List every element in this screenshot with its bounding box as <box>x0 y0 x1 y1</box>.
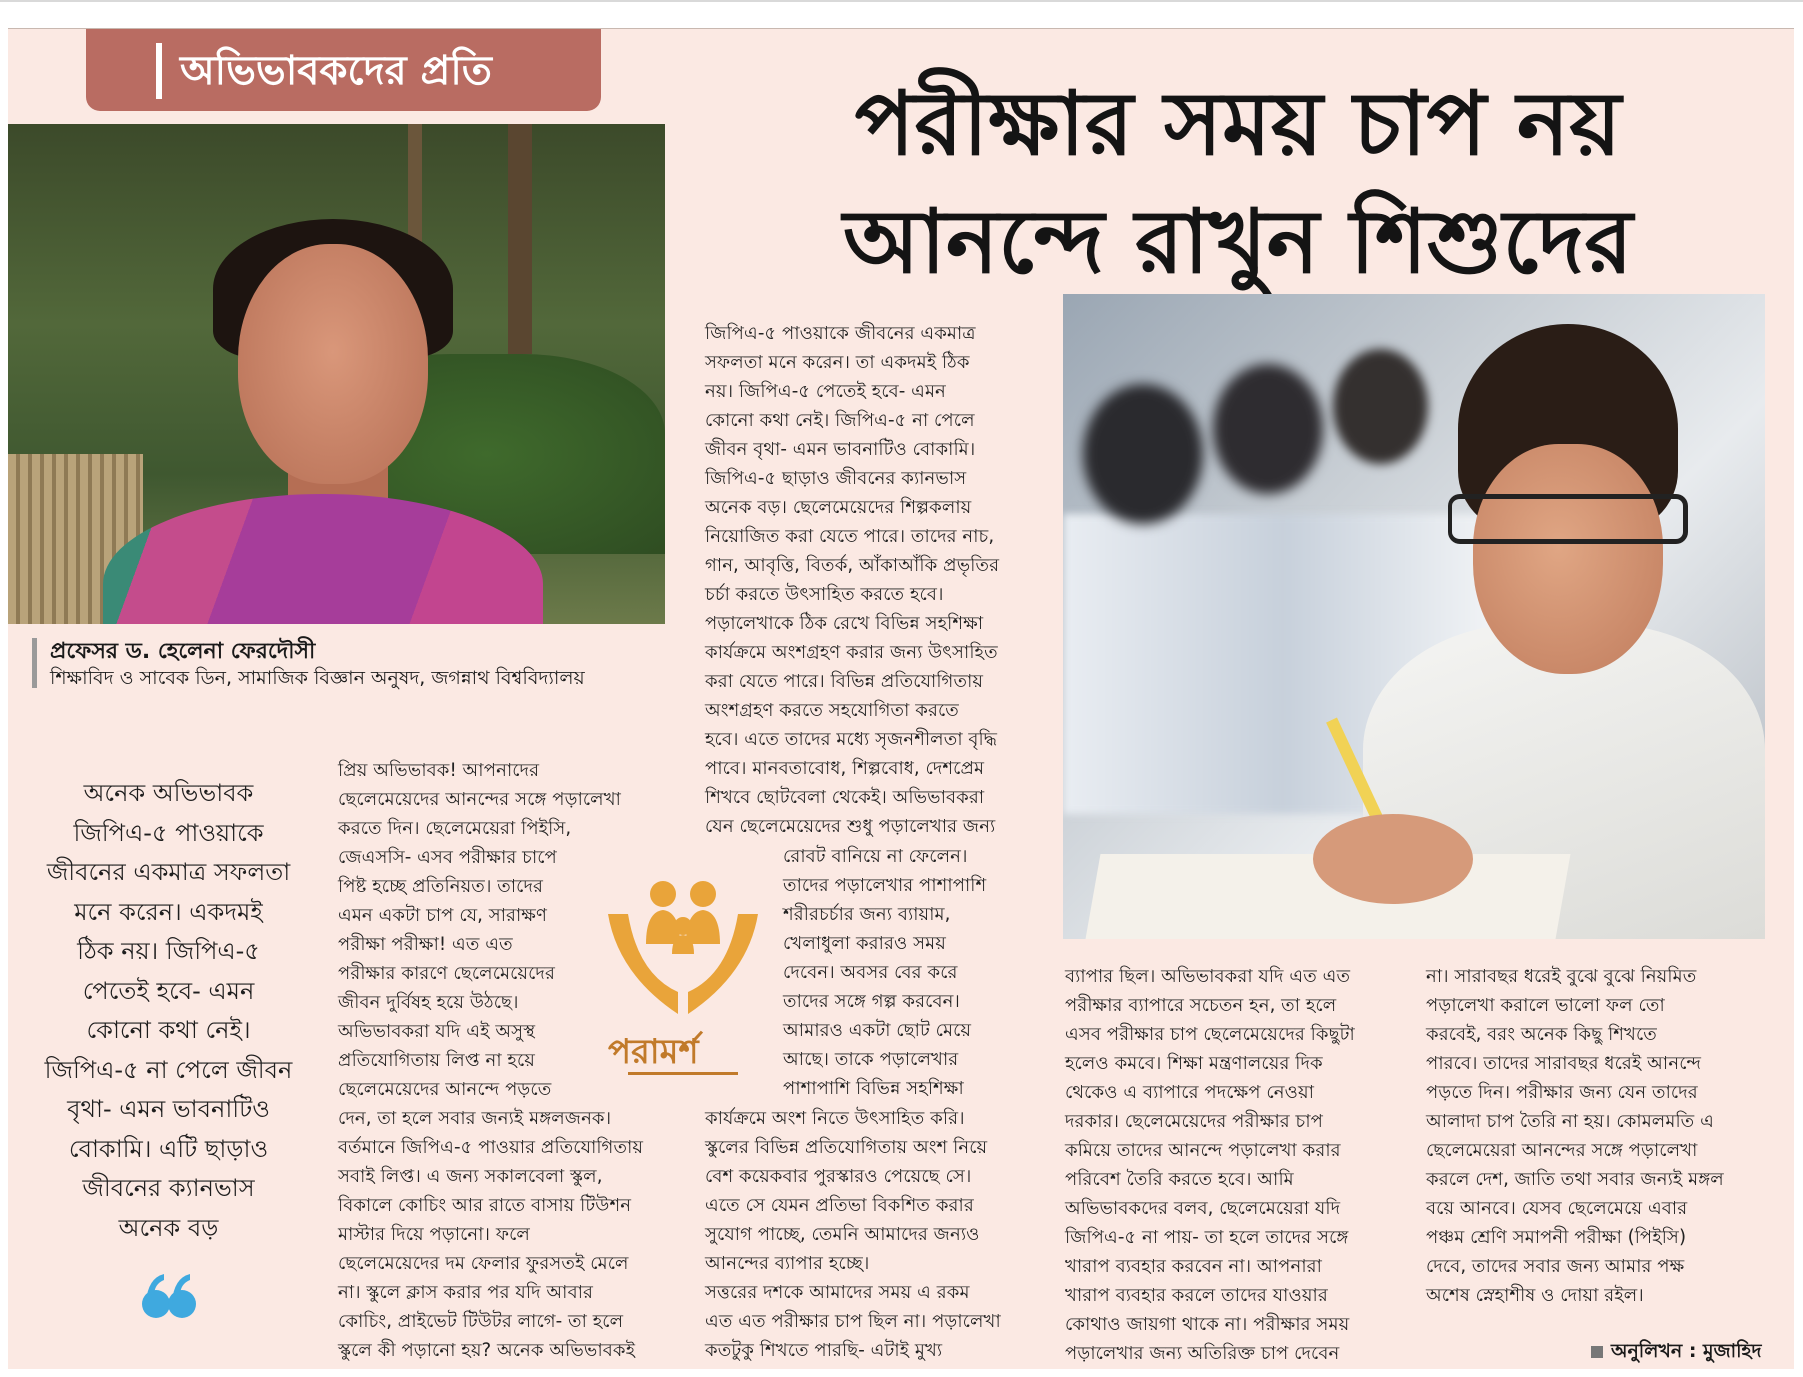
text-line: পঞ্চম শ্রেণি সমাপনী পরীক্ষা (পিইসি) <box>1426 1227 1687 1248</box>
article-column-3 <box>1065 962 1395 1368</box>
text-line: পরীক্ষার ব্যাপারে সচেতন হন, তা হলে <box>1065 995 1337 1016</box>
portrait-photo <box>8 124 665 624</box>
text-line: নিয়োজিত করা যেতে পারে। তাদের নাচ, <box>705 526 995 547</box>
text-line: জিপিএ-৫ না পায়- তা হলে তাদের সঙ্গে <box>1065 1227 1349 1248</box>
photo-tree <box>508 124 532 354</box>
text-line: ছেলেমেয়েদের দম ফেলার ফুরসতই মেলে <box>338 1253 629 1274</box>
text-line: কার্যক্রমে অংশগ্রহণ করার জন্য উৎসাহিত <box>705 642 998 663</box>
text-line: প্রিয় অভিভাবক! আপনাদের <box>338 760 540 781</box>
text-line: পরিবেশ তৈরি করতে হবে। আমি <box>1065 1169 1294 1190</box>
pull-quote-line: ঠিক নয়। জিপিএ-৫ <box>77 937 260 965</box>
family-hands-icon <box>598 874 768 1024</box>
article-column-2-top <box>705 319 1035 841</box>
text-line: থেকেও এ ব্যাপারে পদক্ষেপ নেওয়া <box>1065 1082 1315 1103</box>
credit-text: অনুলিখন : মুজাহিদ <box>1611 1340 1762 1362</box>
text-line: করতে দিন। ছেলেমেয়েরা পিইসি, <box>338 818 572 839</box>
text-line: শরীরচর্চার জন্য ব্যায়াম, <box>783 904 951 925</box>
text-line: প্রতিযোগিতায় লিপ্ত না হয়ে <box>338 1050 535 1071</box>
text-line: রোবট বানিয়ে না ফেলেন। <box>783 846 968 867</box>
text-line: জিপিএ-৫ ছাড়াও জীবনের ক্যানভাস <box>705 468 967 489</box>
byline-mark <box>32 638 37 688</box>
text-line: আনন্দের ব্যাপার হচ্ছে। <box>705 1253 870 1274</box>
text-line: বেশ কয়েকবার পুরস্কারও পেয়েছে সে। <box>705 1166 972 1187</box>
pull-quote-line: মনে করেন। একদমই <box>74 897 263 926</box>
text-line: দরকার। ছেলেমেয়েদের পরীক্ষার চাপ <box>1065 1111 1323 1132</box>
student-photo <box>1063 294 1765 939</box>
text-line: অভিভাবকদের বলব, ছেলেমেয়েরা যদি <box>1065 1198 1341 1219</box>
article-column-2-bottom <box>705 1104 1035 1365</box>
text-line: ছেলেমেয়েদের আনন্দে পড়তে <box>338 1079 552 1100</box>
text-line: জেএসসি- এসব পরীক্ষার চাপে <box>338 847 557 868</box>
pull-quote-line: বৃথা- এমন ভাবনাটিও <box>67 1095 270 1123</box>
text-line: চর্চা করতে উৎসাহিত করতে হবে। <box>705 584 944 605</box>
text-line: পড়ালেখাকে ঠিক রেখে বিভিন্ন সহশিক্ষা <box>705 613 984 634</box>
text-line: দেবেন। অবসর বের করে <box>783 962 958 983</box>
article-column-2-middle <box>783 842 1033 1103</box>
text-line: বর্তমানে জিপিএ-৫ পাওয়ার প্রতিযোগিতায় <box>338 1137 644 1158</box>
text-line: শিখবে ছোটবেলা থেকেই। অভিভাবকরা <box>705 787 985 808</box>
text-line: জীবন দুর্বিষহ হয়ে উঠছে। <box>338 992 519 1013</box>
byline-name: প্রফেসর ড. হেলেনা ফেরদৌসী <box>50 639 316 664</box>
pull-quote-line: জিপিএ-৫ না পেলে জীবন <box>44 1055 293 1084</box>
text-line: করলে দেশ, জাতি তথা সবার জন্যই মঙ্গল <box>1426 1169 1724 1190</box>
text-line: ছেলেমেয়েদের আনন্দের সঙ্গে পড়ালেখা <box>338 789 621 810</box>
pull-quote-line: অনেক বড় <box>118 1213 219 1242</box>
text-line: কার্যক্রমে অংশ নিতে উৎসাহিত করি। <box>705 1108 965 1129</box>
text-line: আছে। তাকে পড়ালেখার <box>783 1049 959 1070</box>
text-line: করা যেতে পারে। বিভিন্ন প্রতিযোগিতায় <box>705 671 984 692</box>
text-line: বিকালে কোচিং আর রাতে বাসায় টিউশন <box>338 1195 632 1216</box>
section-tab-label: অভিভাবকদের প্রতি <box>180 48 492 94</box>
text-line: হবে। এতে তাদের মধ্যে সৃজনশীলতা বৃদ্ধি <box>705 729 998 750</box>
photo-background-head <box>1083 384 1203 524</box>
photo-boy-face <box>1473 444 1663 674</box>
text-line: হলেও কমবে। শিক্ষা মন্ত্রণালয়ের দিক <box>1065 1053 1323 1074</box>
text-line: সফলতা মনে করেন। তা একদমই ঠিক <box>705 352 970 373</box>
text-line: অভিভাবকরা যদি এই অসুস্থ <box>338 1021 536 1042</box>
text-line: পড়ালেখা করালে ভালো ফল তো <box>1426 995 1665 1016</box>
photo-background-head <box>1213 364 1323 494</box>
text-line: দেন, তা হলে সবার জন্যই মঙ্গলজনক। <box>338 1108 612 1129</box>
text-line: অশেষ স্নেহাশীষ ও দোয়া রইল। <box>1426 1285 1644 1306</box>
text-line: পারবে। তাদের সারাবছর ধরেই আনন্দে <box>1426 1053 1702 1074</box>
text-line: বয়ে আনবে। যেসব ছেলেমেয়ে এবার <box>1426 1198 1688 1219</box>
text-line: সত্তরের দশকে আমাদের সময় এ রকম <box>705 1282 970 1303</box>
text-line: জিপিএ-৫ পাওয়াকে জীবনের একমাত্র <box>705 323 976 344</box>
text-line: আমারও একটা ছোট মেয়ে <box>783 1020 972 1041</box>
credit-line <box>1591 1337 1762 1369</box>
text-line: যেন ছেলেমেয়েদের শুধু পড়ালেখার জন্য <box>705 816 996 837</box>
pull-quote-line: জীবনের ক্যানভাস <box>82 1174 255 1202</box>
photo-glasses <box>1448 494 1688 544</box>
section-tab <box>86 29 601 111</box>
text-line: তাদের পড়ালেখার পাশাপাশি <box>783 875 987 896</box>
text-line: ব্যাপার ছিল। অভিভাবকরা যদি এত এত <box>1065 966 1351 987</box>
text-line: এত এত পরীক্ষার চাপ ছিল না। পড়ালেখা <box>705 1311 1001 1332</box>
text-line: অনেক বড়। ছেলেমেয়েদের শিল্পকলায় <box>705 497 972 518</box>
photo-face <box>238 244 428 484</box>
text-line: পাবে। মানবতাবোধ, শিল্পবোধ, দেশপ্রেম <box>705 758 985 779</box>
text-line: পরীক্ষা পরীক্ষা! এত এত <box>338 934 513 955</box>
headline-line-1: পরীক্ষার সময় চাপ নয় <box>854 71 1622 175</box>
text-line: ছেলেমেয়েরা আনন্দের সঙ্গে পড়ালেখা <box>1426 1140 1698 1161</box>
text-line: সবাই লিপ্ত। এ জন্য সকালবেলা স্কুল, <box>338 1166 603 1187</box>
text-line: স্কুলের বিভিন্ন প্রতিযোগিতায় অংশ নিয়ে <box>705 1137 988 1158</box>
text-line: এসব পরীক্ষার চাপ ছেলেমেয়েদের কিছুটা <box>1065 1024 1355 1045</box>
text-line: অংশগ্রহণ করতে সহযোগিতা করতে <box>705 700 959 721</box>
text-line: আলাদা চাপ তৈরি না হয়। কোমলমতি এ <box>1426 1111 1714 1132</box>
text-line: গান, আবৃত্তি, বিতর্ক, আঁকাআঁকি প্রভৃতির <box>705 555 1000 576</box>
headline <box>748 64 1728 300</box>
pull-quote <box>26 774 311 1248</box>
text-line: স্কুলে কী পড়ানো হয়? অনেক অভিভাবকই <box>338 1340 636 1361</box>
text-line: কোথাও জায়গা থাকে না। পরীক্ষার সময় <box>1065 1314 1350 1335</box>
text-line: খেলাধুলা করারও সময় <box>783 933 946 954</box>
logo-word: পরামর্শ <box>608 1032 699 1072</box>
text-line: জীবন বৃথা- এমন ভাবনাটিও বোকামি। <box>705 439 976 460</box>
text-line: পড়ালেখার জন্য অতিরিক্ত চাপ দেবেন <box>1065 1343 1340 1364</box>
pull-quote-line: অনেক অভিভাবক <box>83 779 254 807</box>
newspaper-page <box>8 28 1794 1369</box>
top-rule <box>0 0 1803 2</box>
pull-quote-line: জিপিএ-৫ পাওয়াকে <box>73 818 264 847</box>
text-line: না। সারাবছর ধরেই বুঝে বুঝে নিয়মিত <box>1426 966 1697 987</box>
text-line: পাশাপাশি বিভিন্ন সহশিক্ষা <box>783 1078 964 1099</box>
text-line: কোনো কথা নেই। জিপিএ-৫ না পেলে <box>705 410 975 431</box>
text-line: কতটুকু শিখতে পারছি- এটাই মুখ্য <box>705 1340 943 1361</box>
text-line: কমিয়ে তাদের আনন্দে পড়ালেখা করার <box>1065 1140 1341 1161</box>
photo-hand <box>1313 814 1473 904</box>
text-line: না। স্কুলে ক্লাস করার পর যদি আবার <box>338 1282 594 1303</box>
text-line: দেবে, তাদের সবার জন্য আমার পক্ষ <box>1426 1256 1685 1277</box>
text-line: কোচিং, প্রাইভেট টিউটর লাগে- তা হলে <box>338 1311 624 1332</box>
text-line: খারাপ ব্যবহার করলে তাদের যাওয়ার <box>1065 1285 1328 1306</box>
headline-line-2: আনন্দে রাখুন শিশুদের <box>843 189 1633 293</box>
article-column-4 <box>1426 962 1756 1310</box>
text-line: এতে সে যেমন প্রতিভা বিকশিত করার <box>705 1195 974 1216</box>
family-hands-logo <box>598 874 768 1084</box>
text-line: খারাপ ব্যবহার করবেন না। আপনারা <box>1065 1256 1322 1277</box>
text-line: তাদের সঙ্গে গল্প করবেন। <box>783 991 960 1012</box>
pull-quote-line: বোকামি। এটি ছাড়াও <box>68 1134 269 1163</box>
text-line: নয়। জিপিএ-৫ পেতেই হবে- এমন <box>705 381 946 402</box>
quote-icon <box>138 1266 198 1326</box>
text-line: মাস্টার দিয়ে পড়ানো। ফলে <box>338 1224 530 1245</box>
text-line: পিষ্ট হচ্ছে প্রতিনিয়ত। তাদের <box>338 876 544 897</box>
text-line: সুযোগ পাচ্ছে, তেমনি আমাদের জন্যও <box>705 1224 980 1245</box>
text-line: পরীক্ষার কারণে ছেলেমেয়েদের <box>338 963 555 984</box>
section-tab-bar <box>156 43 162 99</box>
pull-quote-line: জীবনের একমাত্র সফলতা <box>46 858 291 886</box>
pull-quote-line: কোনো কথা নেই। <box>86 1016 251 1044</box>
text-line: করবেই, বরং অনেক কিছু শিখতে <box>1426 1024 1657 1045</box>
pull-quote-line: পেতেই হবে- এমন <box>82 976 255 1005</box>
photo-background-head <box>1333 349 1428 464</box>
byline-role: শিক্ষাবিদ ও সাবেক ডিন, সামাজিক বিজ্ঞান অনুষদ, জগন্নাথ বিশ্ববিদ্যালয় <box>50 667 585 689</box>
text-line: পড়তে দিন। পরীক্ষার জন্য যেন তাদের <box>1426 1082 1698 1103</box>
text-line: এমন একটা চাপ যে, সারাক্ষণ <box>338 905 548 926</box>
credit-square-icon <box>1591 1346 1603 1358</box>
logo-underline <box>628 1072 738 1075</box>
